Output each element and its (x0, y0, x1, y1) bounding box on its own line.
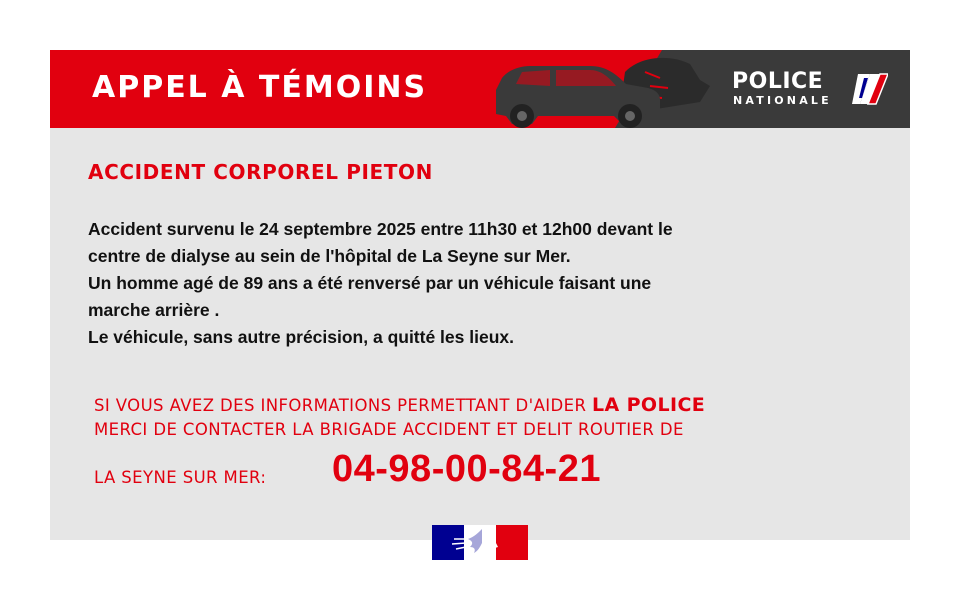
contact-phone-number: 04-98-00-84-21 (332, 448, 601, 490)
description-line: Le véhicule, sans autre précision, a quitté les lieux. (88, 327, 514, 347)
header-banner (50, 50, 910, 128)
description-line: marche arrière . (88, 300, 220, 320)
police-nationale-logo (732, 70, 832, 107)
logo-word-police: POLICE (732, 69, 824, 94)
cta-line-2: MERCI DE CONTACTER LA BRIGADE ACCIDENT ET DELIT ROUTIER DE (94, 420, 684, 439)
marianne-logo (432, 525, 528, 560)
description-line: Accident survenu le 24 septembre 2025 entre 11h30 et 12h00 devant le (88, 219, 673, 239)
cta-line-3: LA SEYNE SUR MER: (94, 468, 267, 487)
logo-word-nationale: NATIONALE (733, 94, 832, 107)
police-emblem-icon (850, 72, 888, 106)
incident-description (88, 216, 888, 351)
appeal-card (50, 50, 910, 540)
cta-emphasis: LA POLICE (591, 394, 706, 416)
banner-title: APPEL À TÉMOINS (92, 70, 428, 105)
cta-line-1 (94, 394, 705, 416)
cta-line-1-prefix: SI VOUS AVEZ DES INFORMATIONS PERMETTANT D'AIDER (94, 396, 592, 415)
incident-headline: ACCIDENT CORPOREL PIETON (88, 160, 433, 184)
description-line: Un homme agé de 89 ans a été renversé par un véhicule faisant une (88, 273, 652, 293)
description-line: centre de dialyse au sein de l'hôpital de La Seyne sur Mer. (88, 246, 571, 266)
